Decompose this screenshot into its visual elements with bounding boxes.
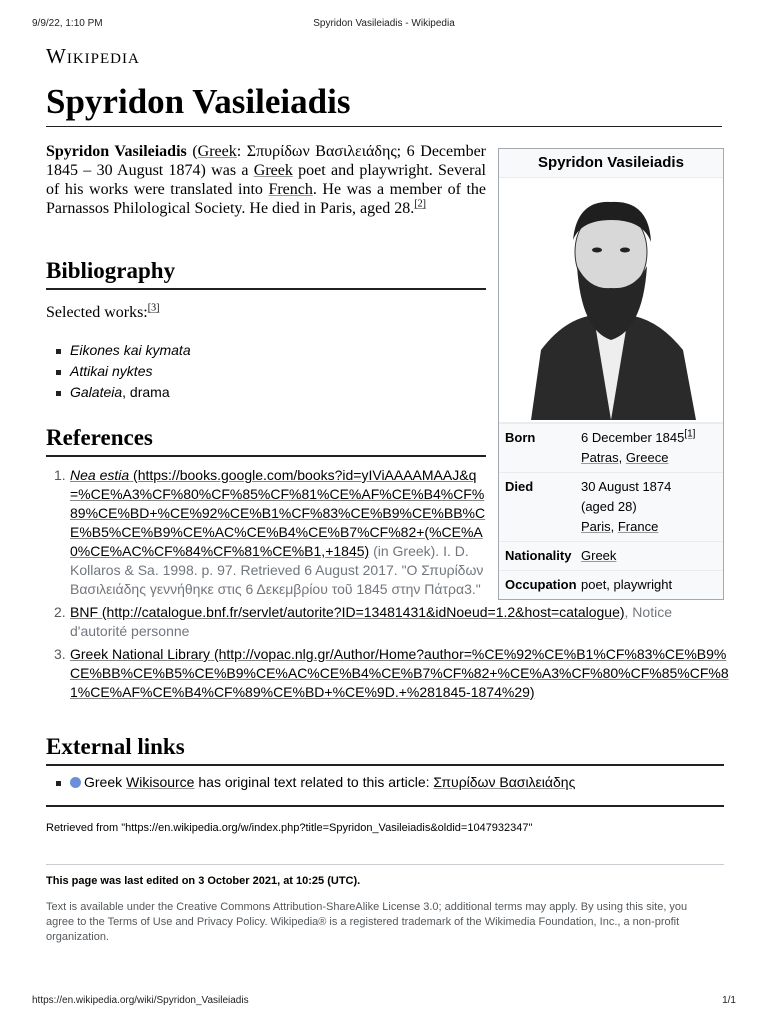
- print-page-number: 1/1: [722, 995, 736, 1006]
- wikisource-link[interactable]: Wikisource: [126, 774, 195, 790]
- print-header: [0, 18, 768, 32]
- heading-external-links: External links: [46, 734, 185, 759]
- external-links-divider: [46, 764, 724, 766]
- wikisource-icon: [70, 777, 81, 788]
- infobox: [498, 148, 724, 600]
- infobox-row-occupation: Occupation poet, playwright: [499, 570, 723, 599]
- french-link[interactable]: French: [268, 181, 313, 198]
- cite-1[interactable]: [1]: [684, 428, 696, 440]
- list-item: Eikones kai kymata: [70, 340, 191, 361]
- greece-link[interactable]: Greece: [625, 450, 669, 465]
- lead-paragraph: Spyridon Vasileiadis (Greek: Σπυρίδων Βασιλειάδης; 6 December 1845 – 30 August 1874) was a Greek poet and playwright. Several of his works were translated into French. He was a member of the Parnassos Philological Society. He died in Paris, aged 28.[2]: [46, 143, 487, 217]
- infobox-title: Spyridon Vasileiadis: [538, 154, 684, 171]
- external-links-list: [70, 774, 575, 790]
- reference-item: 3. Greek National Library (http://vopac.nlg.gr/Author/Home?author=%CE%92%CE%B1%CF%83%CE%B9%CE%BB%CE%B5%CE%B9%CE%AC%CE%B4%CE%B7%CF%82+%CE%A3%CF%80%CF%85%CF%81%CE%AF%CE%B4%CF%89%CE%BD+%CE%9D.+%281845-1874%29): [54, 646, 729, 700]
- heading-bibliography: Bibliography: [46, 258, 176, 283]
- footer-divider: [46, 864, 724, 865]
- last-edited: This page was last edited on 3 October 2021, at 10:25 (UTC).: [46, 875, 361, 887]
- print-url: https://en.wikipedia.org/wiki/Spyridon_Vasileiadis: [32, 995, 249, 1006]
- list-item: Greek Wikisource has original text related to this article: Σπυρίδων Βασιλειάδης: [70, 774, 575, 790]
- nationality-link[interactable]: Greek: [581, 548, 617, 563]
- content-end-divider: [46, 805, 724, 807]
- list-item: Attikai nyktes: [70, 361, 191, 382]
- wikisource-text-link[interactable]: Σπυρίδων Βασιλειάδης: [433, 774, 576, 790]
- retrieved-from[interactable]: Retrieved from "https://en.wikipedia.org/w/index.php?title=Spyridon_Vasileiadis&oldid=1047932347": [46, 822, 533, 834]
- reference-item: 2. BNF (http://catalogue.bnf.fr/servlet/autorite?ID=13481431&idNoeud=1.2&host=catalogue), Notice d'autorité personne: [54, 604, 672, 639]
- cite-2[interactable]: [2]: [414, 198, 426, 210]
- reference-3-link[interactable]: Greek National Library (http://vopac.nlg.gr/Author/Home?author=%CE%92%CE%B1%CF%83%CE%B9%CE%BB%CE%B5%CE%B9%CE%AC%CE%B4%CE%B7%CF%82+%CE%A3%CF%80%CF%85%CF%81%CE%AF%CE%B4%CF%89%CE%BD+%CE%9D.+%281845-1874%29): [70, 646, 729, 700]
- portrait-engraving: [511, 180, 711, 420]
- works-list: [70, 340, 191, 403]
- greek-name: Σπυρίδων Βασιλειάδης: [246, 143, 397, 160]
- greek-link[interactable]: Greek: [253, 162, 293, 179]
- print-title: Spyridon Vasileiadis - Wikipedia: [313, 18, 455, 29]
- infobox-row-born: Born 6 December 1845[1] Patras, Greece: [499, 423, 723, 472]
- print-date: 9/9/22, 1:10 PM: [32, 18, 103, 29]
- cite-3[interactable]: [3]: [147, 302, 160, 314]
- list-item: Galateia, drama: [70, 382, 191, 403]
- title-divider: [46, 126, 722, 127]
- infobox-row-nationality: Nationality Greek: [499, 541, 723, 570]
- references-divider: [46, 455, 486, 457]
- selected-works-intro: Selected works:[3]: [46, 302, 160, 321]
- reference-1-link[interactable]: Nea estia (https://books.google.com/books?id=yIViAAAAMAAJ&q=%CE%A3%CF%80%CF%85%CF%81%CE%AF%CE%B4%CF%89%CE%BD+%CE%92%CE%B1%CF%83%CE%B9%CE%BB%CE%B5%CE%B9%CE%AC%CE%B4%CE%B7%CF%82+(%CE%A0%CE%AC%CF%84%CF%81%CE%B1,+1845): [70, 467, 486, 559]
- portrait-image[interactable]: [499, 177, 723, 423]
- greek-language-link[interactable]: Greek: [197, 143, 237, 160]
- wikipedia-wordmark[interactable]: Wikipedia: [46, 44, 140, 68]
- reference-item: 1. Nea estia (https://books.google.com/books?id=yIViAAAAMAAJ&q=%CE%A3%CF%80%CF%85%CF%81%CE%AF%CE%B4%CF%89%CE%BD+%CE%92%CE%B1%CF%83%CE%B9%CE%BB%CE%B5%CE%B9%CE%AC%CE%B4%CE%B7%CF%82+(%CE%A0%CE%AC%CF%84%CF%81%CE%B1,+1845) (in Greek). I. D. Kollaros & Sa. 1998. p. 97. Retrieved 6 August 2017. "Ο Σπυρίδων Βασιλειάδης γεννήθηκε στις 6 Δεκεμβρίου τοῦ 1845 στην Πάτρα3.": [54, 467, 486, 597]
- reference-1-retrieved: Retrieved 6 August 2017. "Ο Σπυρίδων Βασιλειάδης γεννήθηκε στις 6 Δεκεμβρίου τοῦ 1845 στην Πάτρα3.": [70, 562, 484, 597]
- page-title: Spyridon Vasileiadis: [46, 82, 351, 121]
- patras-link[interactable]: Patras: [581, 450, 619, 465]
- license-text: Text is available under the Creative Commons Attribution-ShareAlike License 3.0; additional terms may apply. By using this site, you agree to the Terms of Use and Privacy Policy. Wikipedia® is a registered trademark of the Wikimedia Foundation, Inc., a non-profit organization.: [46, 901, 688, 943]
- france-link[interactable]: France: [617, 519, 659, 534]
- heading-references: References: [46, 425, 153, 450]
- lead-name: Spyridon Vasileiadis: [46, 143, 187, 160]
- paris-link[interactable]: Paris: [581, 519, 611, 534]
- infobox-row-died: Died 30 August 1874 (aged 28) Paris, France: [499, 472, 723, 541]
- reference-2-link[interactable]: BNF (http://catalogue.bnf.fr/servlet/autorite?ID=13481431&idNoeud=1.2&host=catalogue): [70, 604, 625, 620]
- bibliography-divider: [46, 288, 486, 290]
